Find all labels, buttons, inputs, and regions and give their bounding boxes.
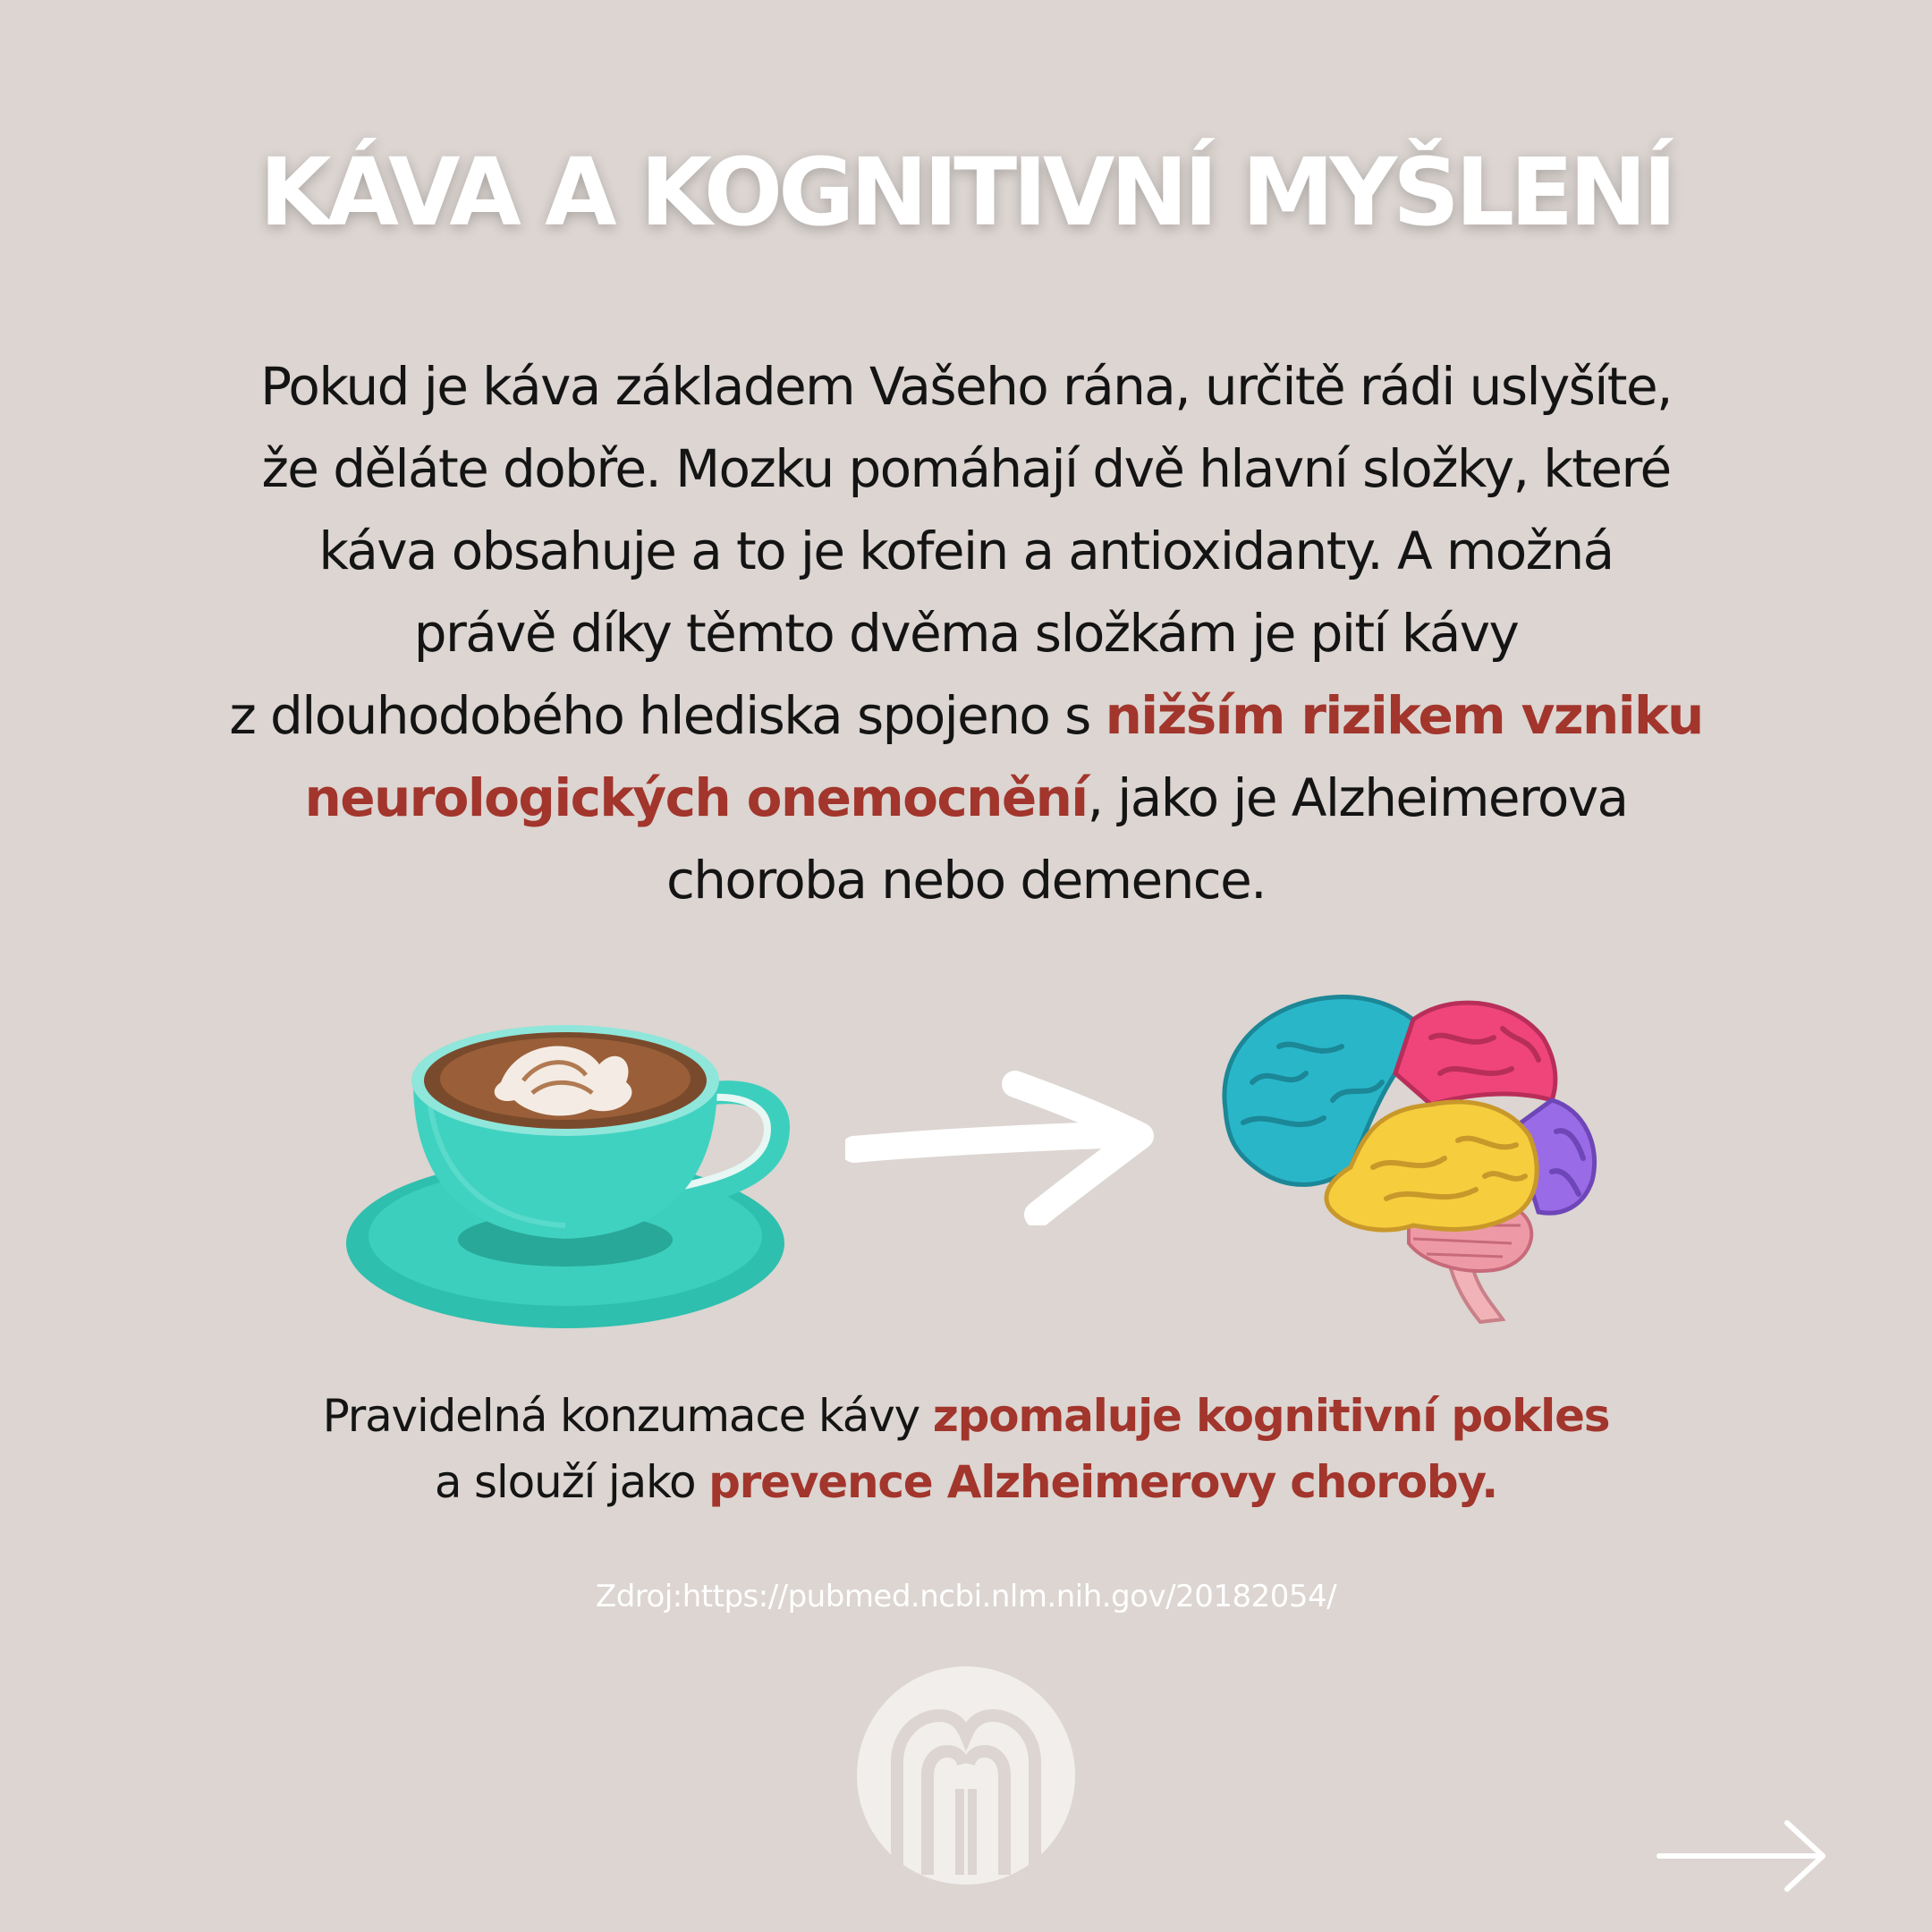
- intro-text: , jako je Alzheimerova: [1087, 767, 1628, 828]
- intro-line: [98, 674, 1834, 757]
- next-arrow-icon[interactable]: [1655, 1816, 1834, 1896]
- intro-line: Pokud je káva základem Vašeho rána, určitě rádi uslyšíte,: [260, 356, 1672, 417]
- arrow-right-icon: [845, 1064, 1167, 1225]
- intro-highlight: neurologických onemocnění: [304, 767, 1088, 828]
- intro-line: právě díky těmto dvěma složkám je pití kávy: [413, 603, 1519, 664]
- intro-line: že děláte dobře. Mozku pomáhají dvě hlavní složky, které: [261, 438, 1671, 499]
- intro-text: z dlouhodobého hlediska spojeno s: [229, 685, 1106, 746]
- intro-line: káva obsahuje a to je kofein a antioxidanty. A možná: [318, 521, 1614, 581]
- summary-highlight: zpomaluje kognitivní pokles: [932, 1390, 1610, 1442]
- intro-paragraph: [98, 345, 1834, 921]
- summary-text-plain: a slouží jako: [434, 1456, 709, 1508]
- brain-icon: [1208, 975, 1610, 1324]
- page-title: KÁVA A KOGNITIVNÍ MYŠLENÍ: [258, 138, 1674, 247]
- intro-highlight: nižším rizikem vzniku: [1105, 685, 1703, 746]
- summary-text: [0, 1383, 1932, 1515]
- brand-logo-icon: [854, 1664, 1078, 1887]
- summary-text-plain: Pravidelná konzumace kávy: [322, 1390, 933, 1442]
- intro-line: [98, 757, 1834, 839]
- intro-line: choroba nebo demence.: [665, 850, 1267, 911]
- source-citation: Zdroj:https://pubmed.ncbi.nlm.nih.gov/20182054/: [595, 1579, 1337, 1614]
- summary-line: [0, 1383, 1932, 1449]
- summary-highlight: prevence Alzheimerovy choroby.: [708, 1456, 1498, 1508]
- summary-line: [0, 1449, 1932, 1515]
- coffee-cup-icon: [331, 975, 805, 1333]
